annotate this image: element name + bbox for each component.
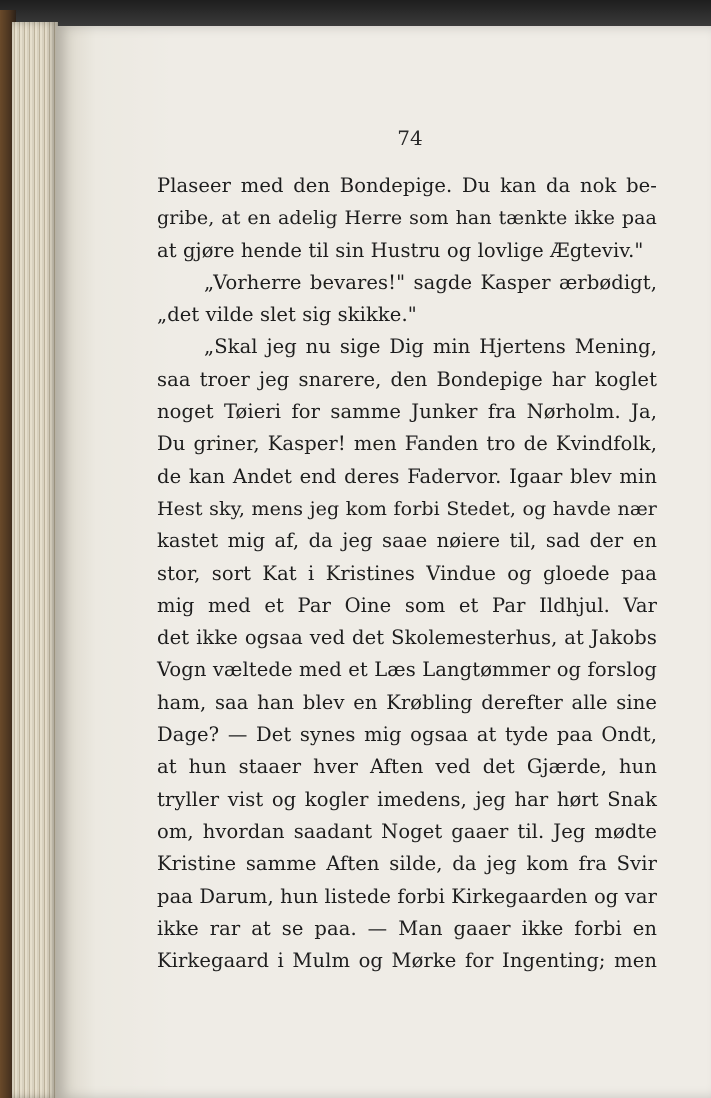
text-line: stor, sort Kat i Kristines Vindue og gloede paa — [157, 561, 657, 585]
page-number: 74 — [397, 126, 423, 150]
body-text — [157, 170, 657, 977]
text-line: det ikke ogsaa ved det Skolemesterhus, at Jakobs — [157, 626, 657, 650]
text-line: de kan Andet end deres Fadervor. Igaar blev min — [157, 464, 657, 488]
text-line: Plaseer med den Bondepige. Du kan da nok be- — [157, 174, 657, 197]
text-line: paa Darum, hun listede forbi Kirkegaarden og var — [157, 884, 657, 908]
text-line: tryller vist og kogler imedens, jeg har hørt Snak — [157, 787, 657, 811]
text-line: saa troer jeg snarere, den Bondepige har koglet — [157, 367, 657, 391]
scan-background-top — [0, 0, 711, 26]
text-line: Du griner, Kasper! men Fanden tro de Kvindfolk, — [157, 432, 657, 456]
text-line: ikke rar at se paa. — Man gaaer ikke forbi en — [157, 916, 657, 940]
text-line: Vogn væltede med et Læs Langtømmer og forslog — [157, 658, 657, 682]
text-line: ham, saa han blev en Krøbling derefter alle sine — [157, 690, 657, 714]
text-line: gribe, at en adelig Herre som han tænkte ikke paa — [157, 207, 657, 230]
text-line: noget Tøieri for samme Junker fra Nørholm. Ja, — [157, 400, 657, 424]
text-line: kastet mig af, da jeg saae nøiere til, sad der en — [157, 529, 657, 553]
text-line: Kristine samme Aften silde, da jeg kom fra Svir — [157, 852, 657, 876]
page-edges — [12, 22, 58, 1098]
text-line: om, hvordan saadant Noget gaaer til. Jeg mødte — [157, 819, 657, 843]
text-line: „Vorherre bevares!" sagde Kasper ærbødigt, — [204, 270, 657, 294]
text-line: „det vilde slet sig skikke." — [157, 303, 417, 327]
text-line: „Skal jeg nu sige Dig min Hjertens Mening, — [204, 335, 657, 359]
text-line: Dage? — Det synes mig ogsaa at tyde paa Ondt, — [157, 723, 657, 747]
text-line: at hun staaer hver Aften ved det Gjærde, hun — [157, 755, 657, 779]
text-line: Hest sky, mens jeg kom forbi Stedet, og havde nær — [157, 497, 657, 520]
text-line: at gjøre hende til sin Hustru og lovlige Ægteviv." — [157, 238, 644, 262]
text-line: Kirkegaard i Mulm og Mørke for Ingenting; men — [157, 949, 657, 973]
text-line: mig med et Par Oine som et Par Ildhjul. Var — [157, 593, 657, 617]
